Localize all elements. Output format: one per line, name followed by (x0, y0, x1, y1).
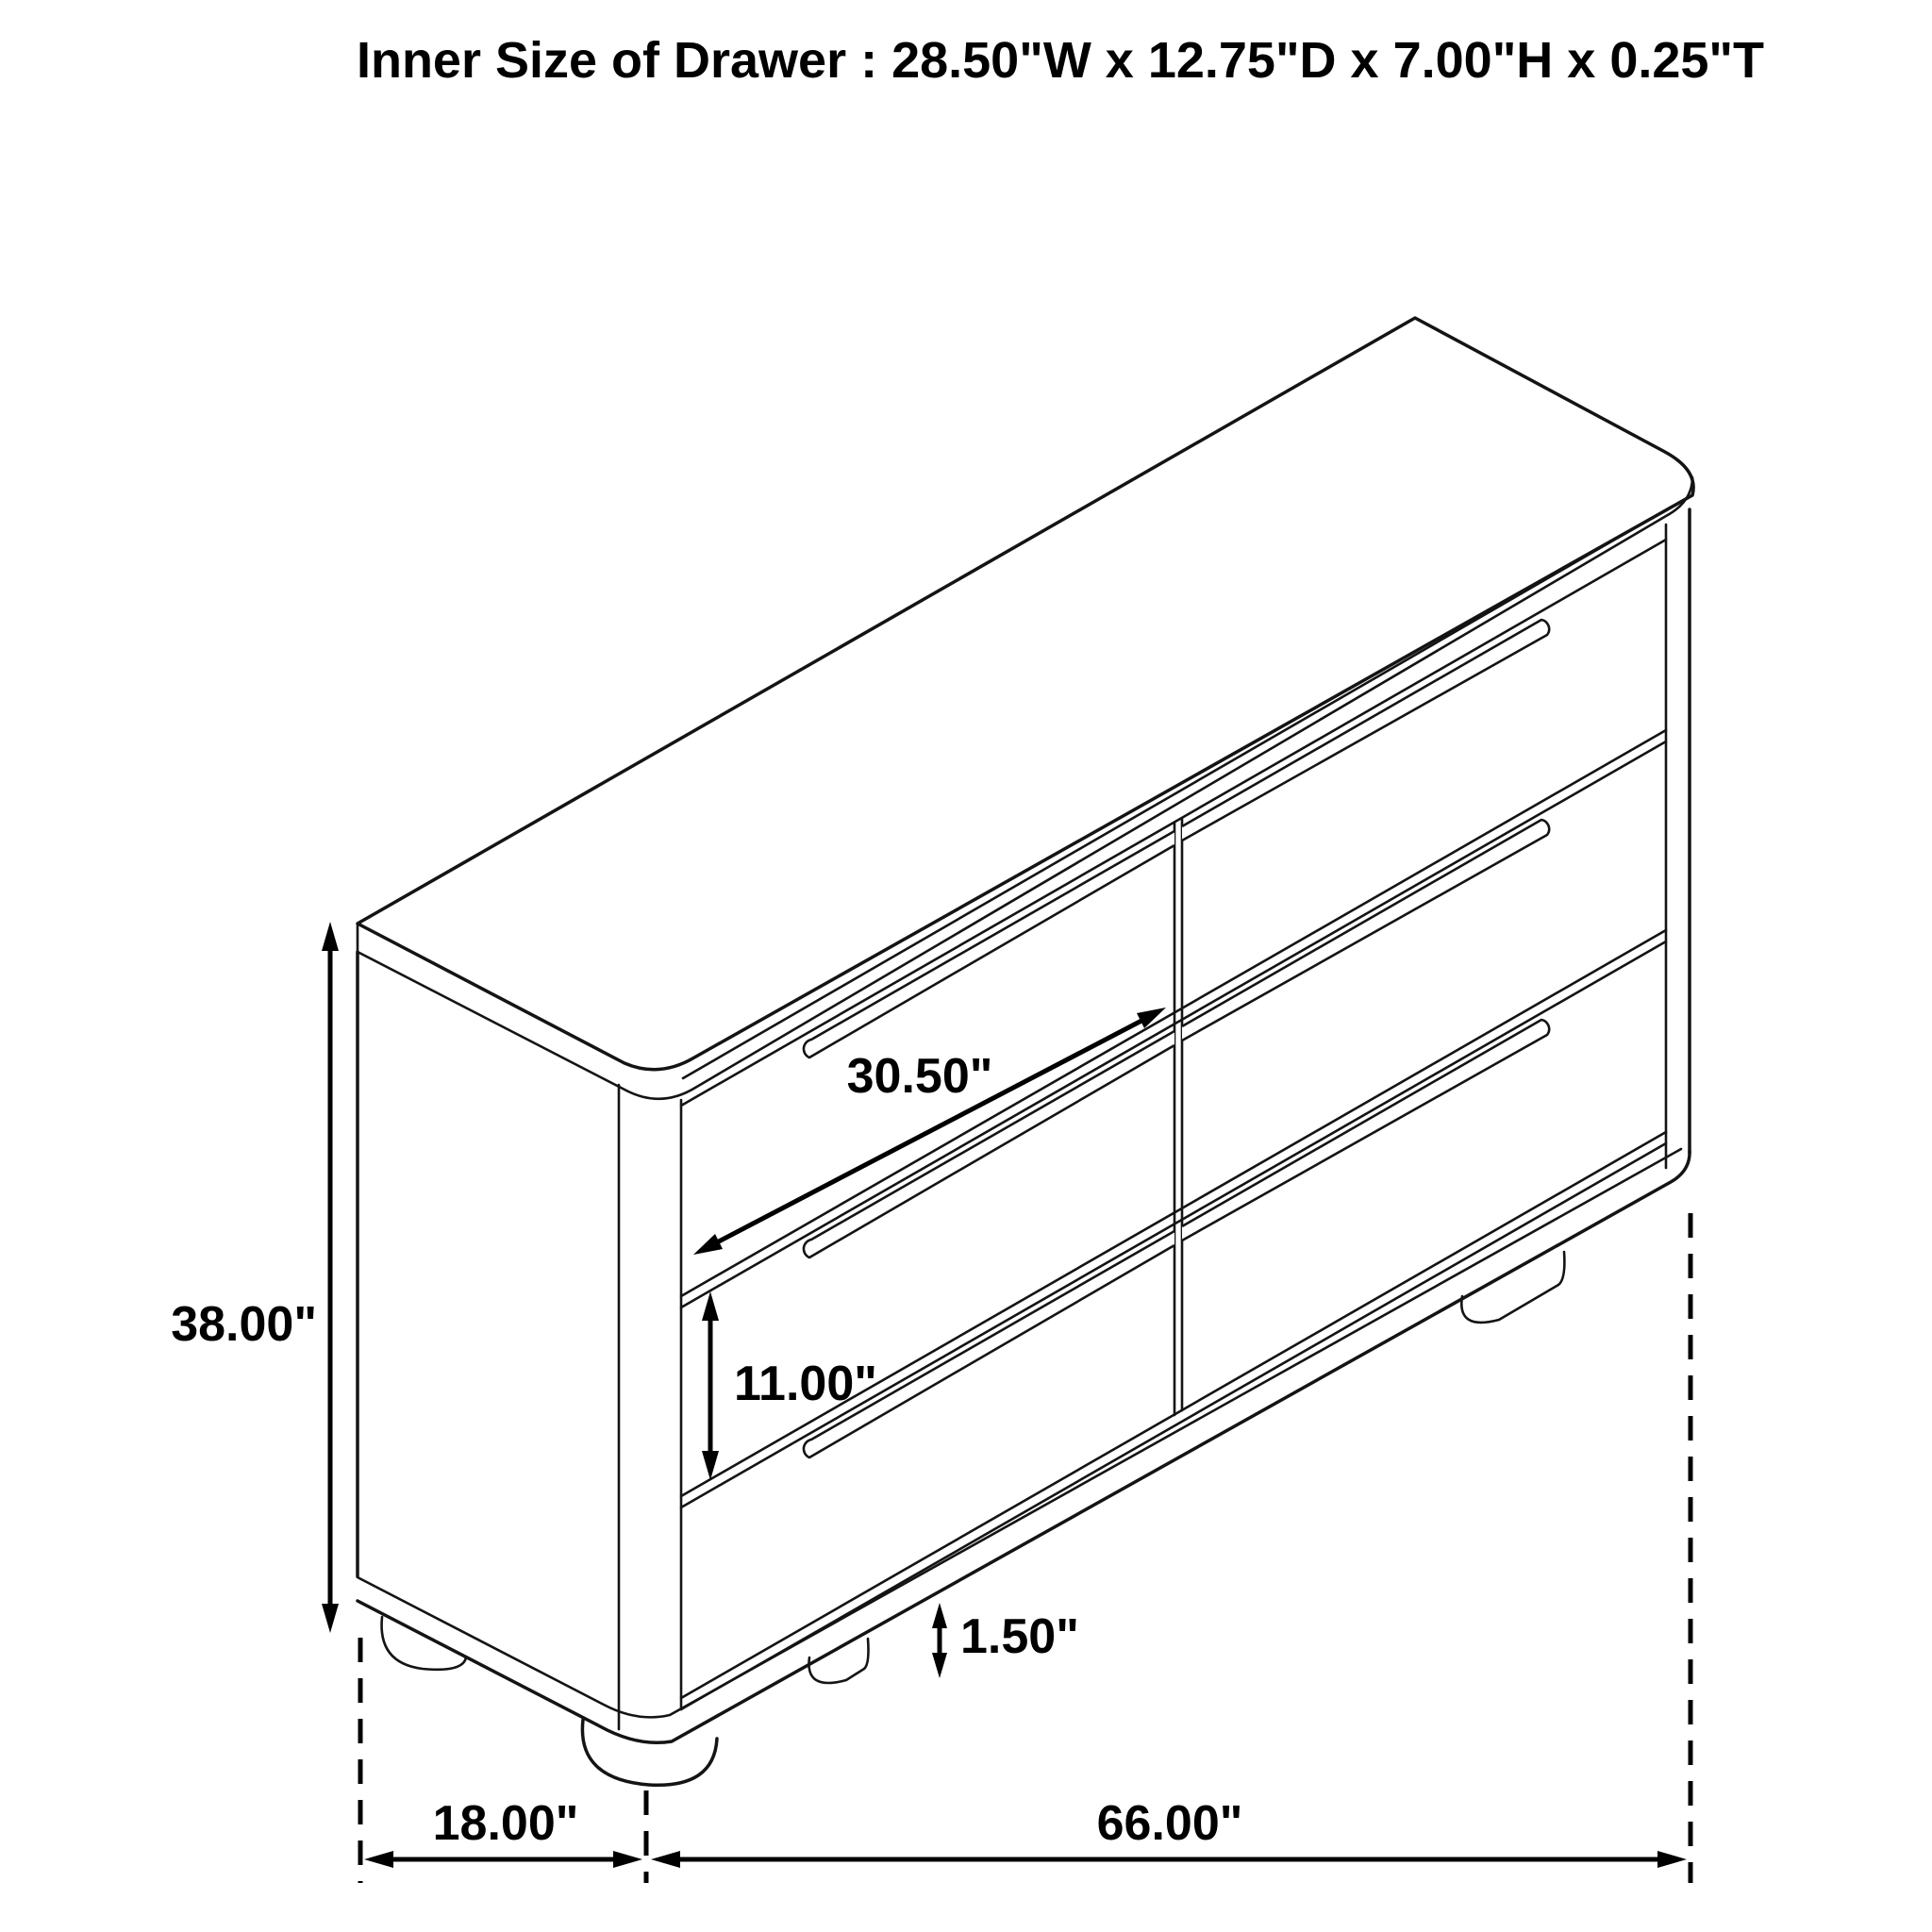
dim-extension-lines (360, 1213, 1690, 1883)
drawer-bottom-left (804, 1231, 1174, 1457)
top-panel-left-bottom-edge (358, 952, 626, 1091)
dresser-right-stile (1666, 509, 1690, 1168)
dresser-top-panel (358, 318, 1693, 1099)
top-panel-outline (358, 318, 1693, 1070)
arrow-down-icon (932, 1653, 947, 1678)
dim-label-overall-height: 38.00" (171, 1297, 317, 1352)
arrow-up-icon (702, 1291, 719, 1321)
top-panel-corner-bottom-curve (626, 1088, 695, 1099)
drawer-handle-recess (1182, 1020, 1549, 1241)
arrow-up-icon (932, 1603, 947, 1628)
drawer-middle-right (1182, 820, 1549, 1041)
dresser-drawing (358, 318, 1693, 1785)
arrow-right-icon (613, 1851, 642, 1868)
dim-label-drawer-front-width: 30.50" (846, 1049, 993, 1104)
drawer-top-left (804, 831, 1174, 1058)
dim-label-overall-depth: 18.00" (432, 1796, 579, 1851)
arrow-up-icon (322, 922, 339, 951)
dim-foot-height (932, 1603, 1079, 1678)
arrow-down-icon (322, 1604, 339, 1633)
dim-drawer-front-height (702, 1291, 877, 1480)
dim-drawer-front-width (693, 1008, 1166, 1255)
dim-label-drawer-front-height: 11.00" (734, 1357, 877, 1411)
top-panel-front-mid-edge (683, 507, 1672, 1078)
drawer-handle-recess (804, 1231, 1174, 1457)
drawer-top-right (1182, 620, 1549, 841)
dim-overall-height (171, 922, 339, 1633)
arrow-left-icon (651, 1851, 680, 1868)
drawer-handle-recess (1182, 820, 1549, 1041)
foot-rear-left (382, 1617, 466, 1670)
dim-label-overall-width: 66.00" (1096, 1796, 1243, 1851)
page-title: Inner Size of Drawer : 28.50"W x 12.75"D x 7.00"H x 0.25"T (356, 32, 1765, 89)
drawer-handle-recess (1182, 620, 1549, 841)
arrow-down-left-icon (693, 1234, 723, 1255)
dresser-drawers (804, 620, 1549, 1457)
dim-overall-depth (364, 1796, 642, 1868)
arrow-right-icon (1657, 1851, 1687, 1868)
arrow-left-icon (364, 1851, 393, 1868)
drawer-handle-recess (804, 831, 1174, 1058)
drawer-bottom-right (1182, 1020, 1549, 1241)
dim-label-foot-height: 1.50" (960, 1609, 1079, 1664)
dresser-front-face (681, 540, 1666, 1709)
dim-overall-width (651, 1796, 1687, 1868)
